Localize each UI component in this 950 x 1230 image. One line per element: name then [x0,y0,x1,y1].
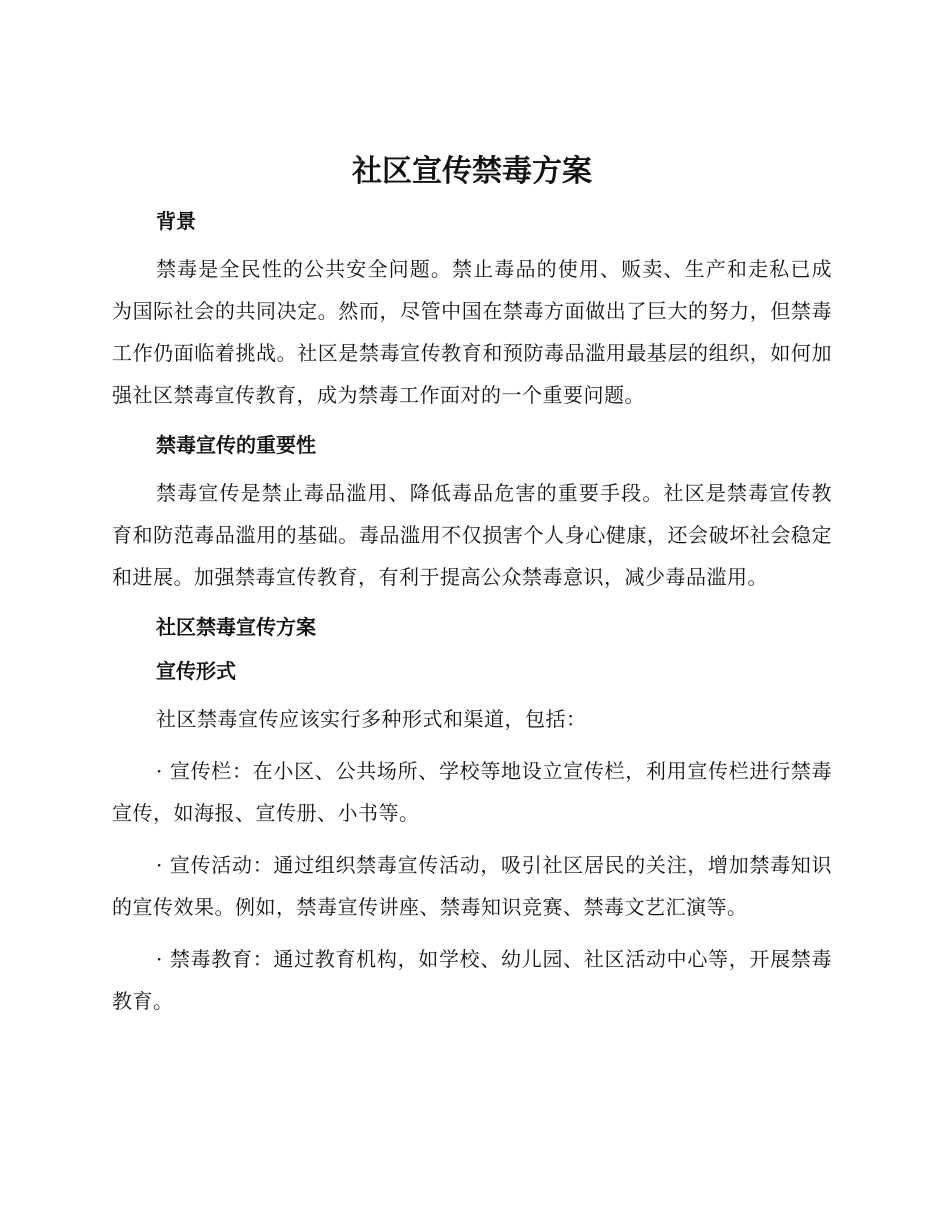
paragraph-background: 禁毒是全民性的公共安全问题。禁止毒品的使用、贩卖、生产和走私已成为国际社会的共同决定。然而，尽管中国在禁毒方面做出了巨大的努力，但禁毒工作仍面临着挑战。社区是禁毒宣传教育和预防毒品滥用最基层的组织，如何加强社区禁毒宣传教育，成为禁毒工作面对的一个重要问题。 [112,257,832,407]
document-page [112,150,832,1022]
list-item-bulletin-board: · 宣传栏：在小区、公共场所、学校等地设立宣传栏，利用宣传栏进行禁毒宣传，如海报、宣传册、小书等。 [112,759,832,825]
section-heading-plan: 社区禁毒宣传方案 [156,615,316,639]
list-item-activities: · 宣传活动：通过组织禁毒宣传活动，吸引社区居民的关注，增加禁毒知识的宣传效果。例如，禁毒宣传讲座、禁毒知识竞赛、禁毒文艺汇演等。 [112,853,832,919]
paragraph-importance: 禁毒宣传是禁止毒品滥用、降低毒品危害的重要手段。社区是禁毒宣传教育和防范毒品滥用的基础。毒品滥用不仅损害个人身心健康，还会破坏社会稳定和进展。加强禁毒宣传教育，有利于提高公众禁毒意识，减少毒品滥用。 [112,481,832,589]
section-heading-importance: 禁毒宣传的重要性 [156,433,316,457]
list-item-education: · 禁毒教育：通过教育机构，如学校、幼儿园、社区活动中心等，开展禁毒教育。 [112,947,832,1013]
page-title: 社区宣传禁毒方案 [352,154,592,189]
paragraph-form-intro: 社区禁毒宣传应该实行多种形式和渠道，包括： [156,707,587,731]
section-heading-form: 宣传形式 [156,659,236,683]
section-heading-background: 背景 [156,209,196,233]
